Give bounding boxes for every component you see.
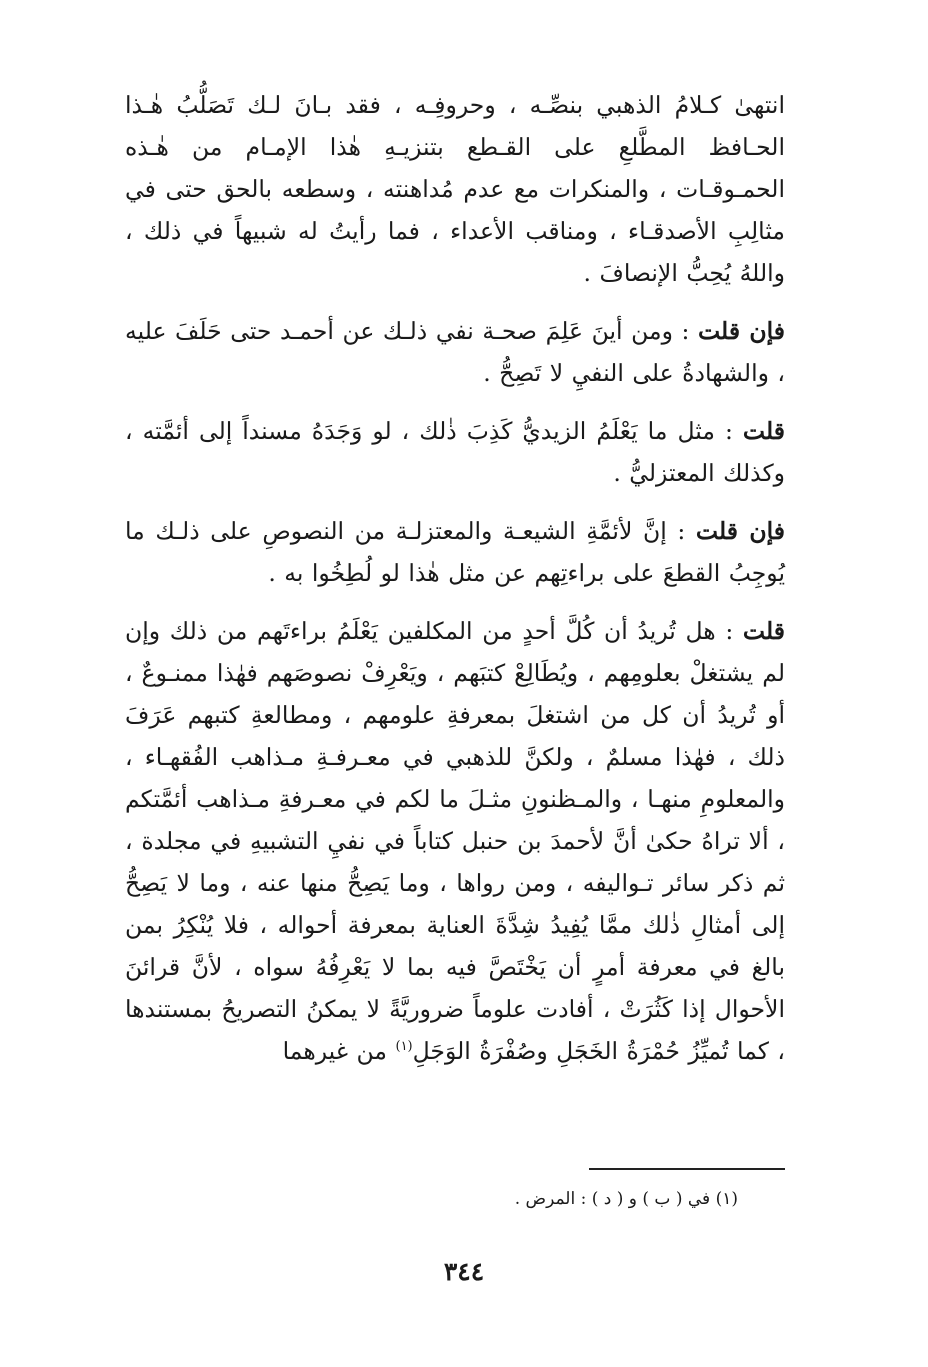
paragraph-lead: فإن قلت	[695, 517, 785, 545]
paragraph-text: : ومن أينَ عَلِمَ صحـة نفي ذلـك عن أحمـد حتى حَلَفَ عليه ، والشهادةُ على النفيِ لا تَصِحُّ .	[125, 317, 785, 387]
paragraph-3	[125, 410, 785, 494]
footnote-divider	[589, 1168, 785, 1170]
paragraph-1	[125, 84, 785, 294]
paragraph-4	[125, 510, 785, 594]
paragraph-text: : إنَّ لأئمَّةِ الشيعـة والمعتزلـة من النصوصِ على ذلـك ما يُوجِبُ القطعَ على براءتِهم عن مثل هٰذا لو لُطِخُوا به .	[125, 517, 785, 587]
paragraph-lead: قلت	[742, 417, 785, 445]
paragraph-tail: من غيرهما	[282, 1037, 396, 1065]
footnote: (١) في ( ب ) و ( د ) : المرض .	[514, 1189, 738, 1209]
page-number: ٣٤٤	[443, 1257, 485, 1286]
paragraph-lead: فإن قلت	[697, 317, 786, 345]
paragraph-text: : مثل ما يَعْلَمُ الزيديُّ كَذِبَ ذٰلك ، لو وَجَدَهُ مسنداً إلى أئمَّته ، وكذلك المعتزليُّ .	[125, 417, 785, 487]
paragraph-5	[125, 610, 785, 1072]
paragraph-text: انتهىٰ كـلامُ الذهبي بنصِّـه ، وحروفِـه ، فقد بـانَ لـك تَصَلُّبُ هٰـذا الحـافظ المطَّلعِ على القـطع بتنزيـهِ هٰذا الإمـام من هٰـذه الحمـوقـات ، والمنكرات مع عدم مُداهنته ، وسطعه بالحق حتى في مثالِبِ الأصدقـاء ، ومناقب الأعداء ، فما رأيتُ له شبيهاً في ذلك ، واللهُ يُحِبُّ الإنصافَ .	[125, 91, 785, 287]
paragraph-2	[125, 310, 785, 394]
paragraph-lead: قلت	[742, 617, 785, 645]
paragraph-text: : هل تُريدُ أن كُلَّ أحدٍ من المكلفين يَعْلَمُ براءتَهم من ذلك وإن لم يشتغلْ بعلومِهم ، ويُطَالِعْ كتبَهم ، ويَعْرِفْ نصوصَهم فهٰذا ممنـوعٌ ، أو تُريدُ أن كل من اشتغلَ بمعرفةِ علومهم ، ومطالعةِ كتبهم عَرَفَ ذلك ، فهٰذا مسلمٌ ، ولكنَّ للذهبي في معـرفـةِ مـذاهب الفُقهـاء ، والمعلومِ منهـا ، والمـظنونِ مثـلَ ما لكم في معـرفةِ مـذاهب أئمَّتكم ، ألا تراهُ حكىٰ أنَّ لأحمدَ بن حنبل كتاباً في نفيِ التشبيهِ في مجلدة ، ثم ذكر سائر تـواليفه ، ومن رواها ، وما يَصِحُّ منها عنه ، وما لا يَصِحُّ إلى أمثالِ ذٰلك ممَّا يُفِيدُ شِدَّةَ العناية بمعرفة أحواله ، فلا يُنْكِرُ بمن بالغ في معرفة أمرٍ أن يَخْتَصَّ فيه بما لا يَعْرِفُهُ سواه ، لأنَّ قرائنَ الأحوال إذا كَثُرَتْ ، أفادت علوماً ضروريَّةً لا يمكنُ التصريحُ بمستندها ، كما تُميِّزُ حُمْرَةُ الخَجَلِ وصُفْرَةُ الوَجَلِ	[125, 617, 785, 1065]
main-text	[125, 84, 785, 1088]
footnote-reference[interactable]: (١)	[395, 1039, 413, 1055]
